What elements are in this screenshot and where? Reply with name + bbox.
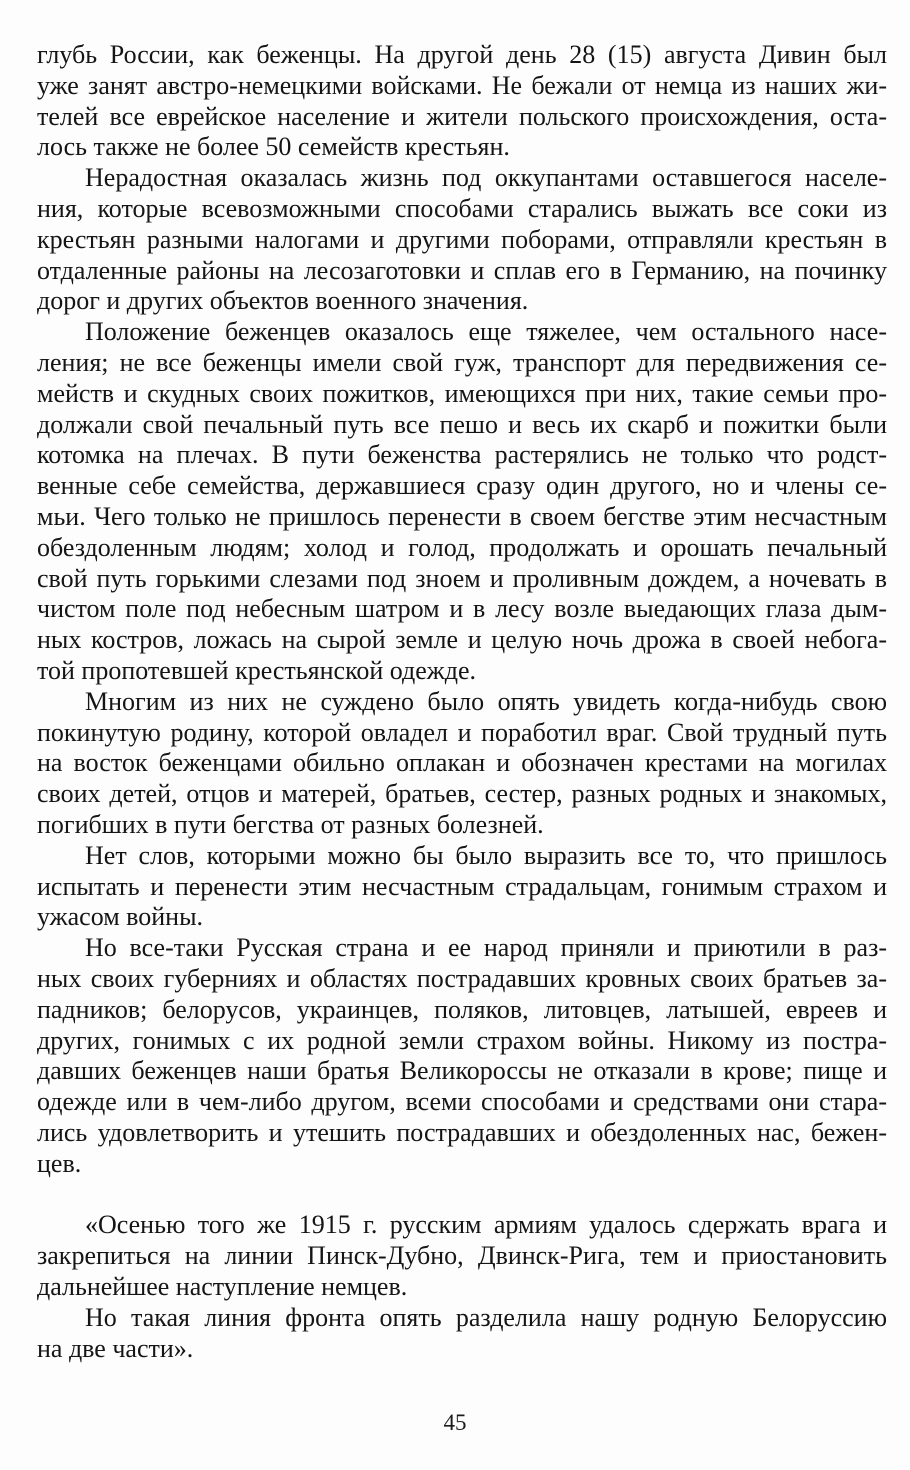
text-line: должали свой печальный путь все пешо и весь их скарб и пожитки были [37,409,887,439]
paragraph [37,40,887,163]
text-line: падников; белорусов, украинцев, поляков, литовцев, латышей, евреев и [37,994,887,1024]
text-line: других, гонимых с их родной земли страхом войны. Никому из постра- [37,1025,887,1055]
text-line: покинутую родину, которой овладел и поработил враг. Свой трудный путь [37,717,887,747]
text-line: Положение беженцев оказалось еще тяжелее, чем остального насе- [85,317,887,347]
text-line: обездоленным людям; холод и голод, продолжать и орошать печальный [37,532,887,562]
page-text [37,40,887,1364]
text-line: лись удовлетворить и утешить пострадавших и обездоленных нас, бежен- [37,1117,887,1147]
text-line: давших беженцев наши братья Великороссы не отказали в крове; пище и [37,1056,887,1086]
text-line: на восток беженцами обильно оплакан и обозначен крестами на могилах [37,748,887,778]
text-line: «Осенью того же 1915 г. русским армиям удалось сдержать врага и [85,1210,887,1240]
text-line: свой путь горькими слезами под зноем и проливным дождем, а ночевать в [37,563,887,593]
text-line: ужасом войны. [37,902,204,932]
paragraph [37,163,887,317]
text-line: чистом поле под небесным шатром и в лесу возле выедающих глаза дым- [37,594,887,624]
text-line: глубь России, как беженцы. На другой день 28 (15) августа Дивин был [37,40,887,69]
text-line: той пропотевшей крестьянской одежде. [37,655,477,685]
paragraph [37,1303,887,1365]
text-line: отдаленные районы на лесозаготовки и сплав его в Германию, на починку [37,255,887,285]
text-line: испытать и перенести этим несчастным страдальцам, гонимым страхом и [37,871,887,901]
text-line: Но все-таки Русская страна и ее народ приняли и приютили в раз- [85,933,887,963]
paragraph [37,841,887,933]
text-line: на две части». [37,1333,194,1363]
paragraph [37,933,887,1179]
text-line: цев. [37,1148,82,1178]
text-line: дорог и других объектов военного значения. [37,286,529,316]
paragraph [37,317,887,687]
text-line: Но такая линия фронта опять разделила нашу родную Белоруссию [85,1302,887,1332]
text-line: ния, которые всевозможными способами старались выжать все соки из [37,193,887,223]
text-line: телей все еврейское население и жители польского происхождения, оста- [37,101,887,131]
text-line: крестьян разными налогами и другими поборами, отправляли крестьян в [37,224,887,254]
text-line: Нет слов, которыми можно бы было выразить все то, что пришлось [85,840,887,870]
text-line: ных костров, ложась на сырой земле и целую ночь дрожа в своей небога- [37,625,887,655]
text-line: ления; не все беженцы имели свой гуж, транспорт для передвижения се- [37,347,887,377]
paragraph [37,687,887,841]
text-line: мейств и скудных своих пожитков, имеющихся при них, такие семьи про- [37,378,887,408]
page-number: 45 [443,1410,467,1435]
text-line: уже занят австро-немецкими войсками. Не бежали от немца из наших жи- [37,70,887,100]
paragraph [37,1210,887,1302]
text-line: венные себе семейства, державшиеся сразу один другого, но и члены се- [37,471,887,501]
text-line: одежде или в чем-либо другом, всеми способами и средствами они стара- [37,1087,887,1117]
text-line: лось также не более 50 семейств крестьян. [37,132,510,162]
text-line: мьи. Чего только не пришлось перенести в своем бегстве этим несчастным [37,501,887,531]
text-line: ных своих губерниях и областях пострадавших кровных своих братьев за- [37,963,887,993]
text-line: закрепиться на линии Пинск-Дубно, Двинск-Рига, тем и приостановить [37,1241,887,1271]
text-line: Многим из них не суждено было опять увидеть когда-нибудь свою [85,686,887,716]
text-line: котомка на плечах. В пути беженства растерялись не только что родст- [37,440,887,470]
text-line: Нерадостная оказалась жизнь под оккупантами оставшегося населе- [85,163,887,193]
text-line: погибших в пути бегства от разных болезней. [37,809,544,839]
text-line: дальнейшее наступление немцев. [37,1272,408,1302]
text-line: своих детей, отцов и матерей, братьев, сестер, разных родных и знакомых, [37,779,887,809]
